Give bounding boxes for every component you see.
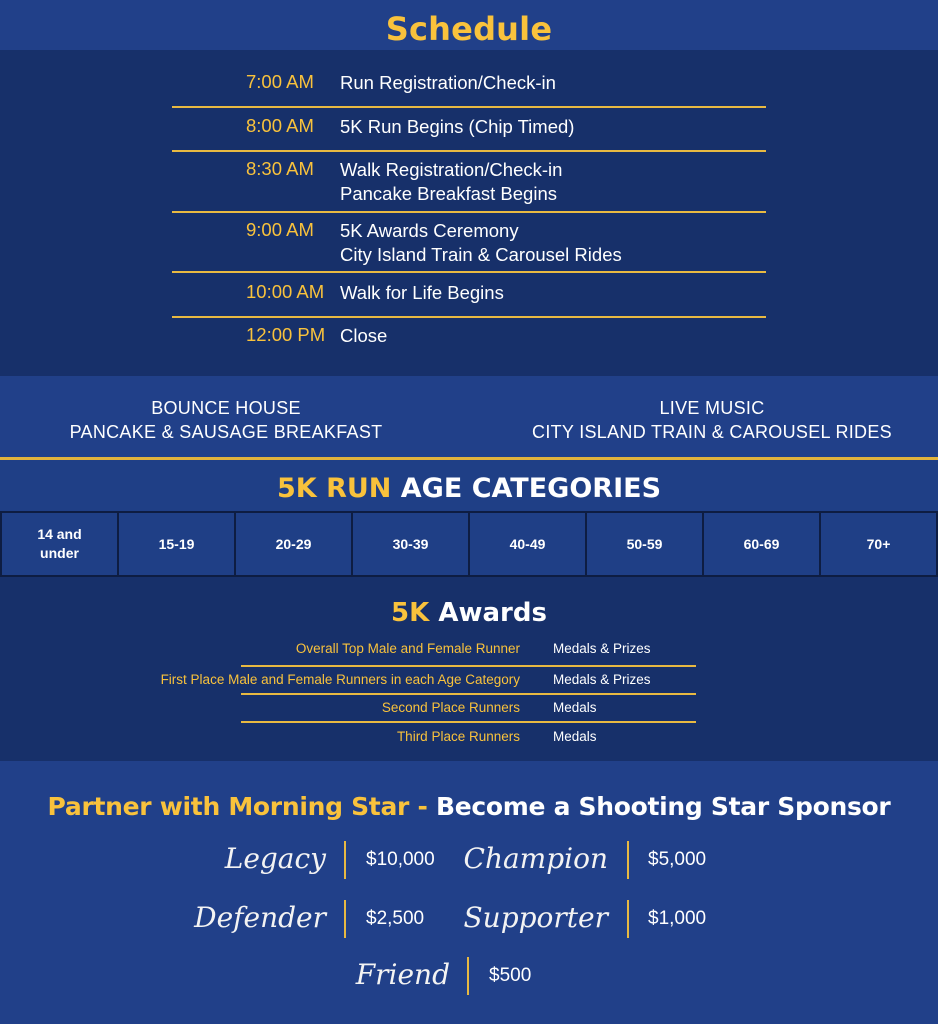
- sponsor-title: [0, 789, 938, 825]
- age-group-cell: 70+: [866, 535, 891, 552]
- tier-amount: $500: [489, 965, 532, 986]
- awards-title: [0, 595, 938, 631]
- award-prize: Medals & Prizes: [553, 672, 651, 687]
- sponsor-title-highlight: Partner with Morning Star -: [47, 792, 428, 821]
- schedule-event: Walk for Life Begins: [340, 282, 504, 303]
- tier-name: Legacy: [224, 842, 326, 875]
- activity-item: PANCAKE & SAUSAGE BREAKFAST: [69, 422, 383, 442]
- tier-amount: $1,000: [648, 908, 707, 929]
- schedule-event: Run Registration/Check-in: [340, 72, 556, 93]
- schedule-row: [172, 324, 766, 348]
- award-divider: [241, 693, 696, 695]
- award-divider: [241, 665, 696, 667]
- tier-name: Supporter: [463, 901, 608, 934]
- schedule-events: [340, 115, 574, 139]
- activity-item: LIVE MUSIC: [659, 398, 765, 418]
- age-categories-table: [0, 511, 938, 577]
- schedule-panel: [0, 50, 938, 376]
- schedule-time: 7:00 AM: [246, 71, 314, 92]
- schedule-events: [340, 219, 622, 267]
- tier-amount: $5,000: [648, 849, 707, 870]
- section-divider: [0, 457, 938, 460]
- award-label: Third Place Runners: [396, 729, 520, 744]
- schedule-divider: [172, 106, 766, 108]
- tier-name: Champion: [463, 842, 608, 875]
- sponsor-title-rest: Become a Shooting Star Sponsor: [427, 792, 891, 821]
- age-categories-title: [0, 466, 938, 512]
- schedule-time: 9:00 AM: [246, 219, 314, 240]
- age-group-cell: 20-29: [236, 513, 353, 575]
- award-prize: Medals & Prizes: [553, 641, 651, 656]
- schedule-row: [172, 281, 766, 305]
- schedule-event: Pancake Breakfast Begins: [340, 183, 557, 204]
- sponsor-panel: [0, 761, 938, 1024]
- activity-item: CITY ISLAND TRAIN & CAROUSEL RIDES: [532, 422, 892, 442]
- activities-right: [486, 396, 938, 444]
- award-divider: [241, 721, 696, 723]
- award-prize: Medals: [553, 729, 597, 744]
- sponsor-tier-row: [0, 839, 938, 881]
- tier-separator: [467, 957, 469, 995]
- schedule-time: 12:00 PM: [246, 324, 326, 345]
- age-group-label-line: 14 and: [37, 526, 82, 542]
- schedule-event: Close: [340, 325, 388, 346]
- schedule-divider: [172, 271, 766, 273]
- schedule-row: [172, 115, 766, 139]
- schedule-event: Walk Registration/Check-in: [340, 159, 563, 180]
- age-title-highlight: 5K RUN: [276, 473, 392, 504]
- age-group-cell: 40-49: [470, 513, 587, 575]
- age-title-rest: AGE CATEGORIES: [391, 473, 662, 504]
- schedule-title: Schedule: [385, 10, 553, 48]
- tier-name: Defender: [194, 901, 326, 934]
- schedule-divider: [172, 150, 766, 152]
- schedule-row: [172, 219, 766, 267]
- schedule-events: [340, 71, 556, 95]
- award-label: Overall Top Male and Female Runner: [295, 641, 520, 656]
- age-group-cell: [2, 513, 119, 575]
- award-prize: Medals: [553, 700, 597, 715]
- schedule-time: 10:00 AM: [246, 281, 325, 302]
- schedule-event: 5K Run Begins (Chip Timed): [340, 116, 575, 137]
- schedule-events: [340, 281, 504, 305]
- age-group-cell: 60-69: [704, 513, 821, 575]
- award-label: First Place Male and Female Runners in each Age Category: [160, 672, 520, 687]
- schedule-event: 5K Awards Ceremony: [340, 220, 519, 241]
- activity-item: BOUNCE HOUSE: [151, 398, 301, 418]
- schedule-events: [340, 158, 562, 206]
- schedule-divider: [172, 316, 766, 318]
- activities-band: [0, 376, 938, 458]
- sponsor-tier-row: [0, 955, 938, 997]
- schedule-row: [172, 158, 766, 206]
- age-group-cell: 30-39: [353, 513, 470, 575]
- tier-separator: [627, 841, 629, 879]
- age-group-label-line: under: [40, 545, 79, 561]
- tier-amount: $10,000: [366, 849, 435, 870]
- tier-separator: [627, 900, 629, 938]
- age-group-cell: 50-59: [587, 513, 704, 575]
- schedule-row: [172, 71, 766, 95]
- sponsor-tier-row: [0, 898, 938, 940]
- awards-panel: [0, 577, 938, 761]
- schedule-events: [340, 324, 387, 348]
- schedule-header: [0, 0, 938, 50]
- schedule-time: 8:30 AM: [246, 158, 314, 179]
- schedule-divider: [172, 211, 766, 213]
- tier-amount: $2,500: [366, 908, 425, 929]
- awards-title-highlight: 5K: [391, 598, 430, 628]
- award-label: Second Place Runners: [381, 700, 520, 715]
- age-group-cell: 15-19: [119, 513, 236, 575]
- schedule-time: 8:00 AM: [246, 115, 314, 136]
- activities-left: [0, 396, 452, 444]
- schedule-event: City Island Train & Carousel Rides: [340, 244, 622, 265]
- tier-name: Friend: [355, 958, 450, 991]
- awards-title-rest: Awards: [429, 598, 547, 628]
